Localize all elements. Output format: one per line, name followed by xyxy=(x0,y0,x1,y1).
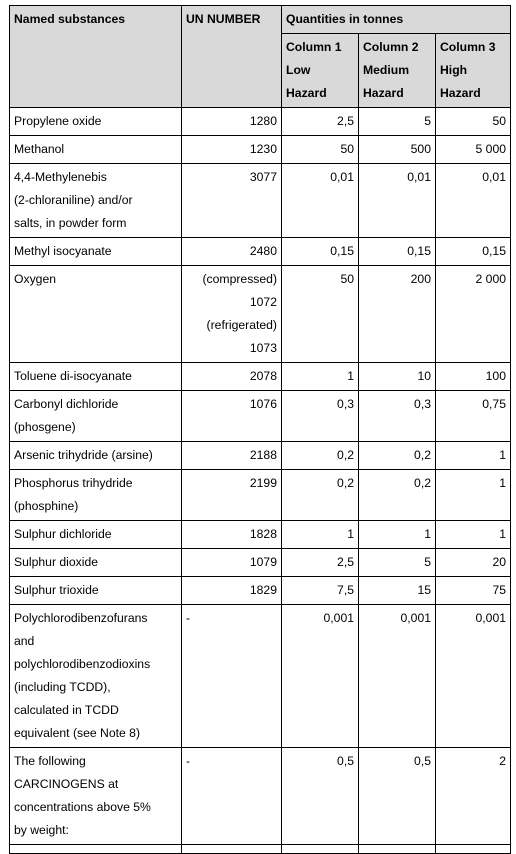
quantity-column-2-cell: 15 xyxy=(359,577,436,605)
un-number-line: 1079 xyxy=(249,555,277,569)
quantity-column-1-cell: 0,001 xyxy=(282,605,359,748)
header-column-2 xyxy=(359,34,436,108)
header-column-2-line: Column 2 xyxy=(363,40,419,54)
quantity-column-1-cell: 50 xyxy=(282,136,359,164)
un-number-line: 2188 xyxy=(249,448,277,462)
table-row xyxy=(10,577,511,605)
substance-name-line: CARCINOGENS at xyxy=(14,777,119,791)
quantity-column-1-cell: 0,01 xyxy=(282,164,359,238)
table-row xyxy=(10,266,511,363)
substance-name-line: Sulphur dichloride xyxy=(14,527,112,541)
un-number-cell xyxy=(182,748,282,845)
substance-name-line: Sulphur trioxide xyxy=(14,583,99,597)
substance-name-cell xyxy=(10,521,182,549)
substance-name-line: Oxygen xyxy=(14,272,57,286)
substance-name-line: concentrations above 5% xyxy=(14,800,151,814)
substance-name-cell xyxy=(10,391,182,442)
substance-name-cell xyxy=(10,549,182,577)
substance-name-line: calculated in TCDD xyxy=(14,703,119,717)
quantity-column-2-cell: 0,2 xyxy=(359,470,436,521)
quantity-column-2-cell: 0,5 xyxy=(359,748,436,845)
substance-name-cell xyxy=(10,577,182,605)
un-number-line: - xyxy=(186,611,191,625)
header-column-3-line: Hazard xyxy=(440,86,481,100)
quantity-column-2-cell: 500 xyxy=(359,136,436,164)
un-number-cell xyxy=(182,136,282,164)
quantity-column-3-cell: 2 xyxy=(436,748,511,845)
continuation-row xyxy=(10,845,511,854)
substance-name-line: Toluene di-isocyanate xyxy=(14,369,132,383)
quantity-column-3-cell: 100 xyxy=(436,363,511,391)
un-number-cell xyxy=(182,442,282,470)
substance-name-line: polychlorodibenzodioxins xyxy=(14,657,151,671)
quantity-column-3-cell: 20 xyxy=(436,549,511,577)
un-number-cell xyxy=(182,108,282,136)
un-number-line: (compressed) xyxy=(202,272,277,286)
un-number-line: 3077 xyxy=(249,170,277,184)
continuation-cell xyxy=(10,845,182,854)
quantity-column-1-cell: 0,2 xyxy=(282,470,359,521)
table-row xyxy=(10,470,511,521)
substance-name-line: Arsenic trihydride (arsine) xyxy=(14,448,153,462)
continuation-cell xyxy=(282,845,359,854)
table-row xyxy=(10,748,511,845)
continuation-cell xyxy=(436,845,511,854)
quantity-column-1-cell: 0,5 xyxy=(282,748,359,845)
table-row xyxy=(10,442,511,470)
quantity-column-3-cell: 1 xyxy=(436,442,511,470)
substance-name-cell xyxy=(10,108,182,136)
table-row xyxy=(10,391,511,442)
un-number-cell xyxy=(182,549,282,577)
quantity-column-3-cell: 2 000 xyxy=(436,266,511,363)
substance-name-line: Phosphorus trihydride xyxy=(14,476,133,490)
substance-name-line: (including TCDD), xyxy=(14,680,111,694)
substance-name-cell xyxy=(10,164,182,238)
substance-name-line: and xyxy=(14,634,35,648)
substance-name-line: (phosgene) xyxy=(14,420,76,434)
header-column-2-line: Hazard xyxy=(363,86,404,100)
quantity-column-2-cell: 0,2 xyxy=(359,442,436,470)
table-row xyxy=(10,108,511,136)
quantity-column-1-cell: 0,3 xyxy=(282,391,359,442)
quantity-column-1-cell: 2,5 xyxy=(282,549,359,577)
substance-name-line: 4,4-Methylenebis xyxy=(14,170,107,184)
quantity-column-2-cell: 0,3 xyxy=(359,391,436,442)
quantity-column-2-cell: 5 xyxy=(359,549,436,577)
header-column-3-line: Column 3 xyxy=(440,40,496,54)
table-row xyxy=(10,164,511,238)
un-number-line: 1076 xyxy=(249,397,277,411)
table-row xyxy=(10,521,511,549)
substance-name-cell xyxy=(10,442,182,470)
un-number-line: 1829 xyxy=(249,583,277,597)
header-row xyxy=(10,6,511,34)
un-number-line: (refrigerated) xyxy=(206,318,277,332)
substance-name-cell xyxy=(10,470,182,521)
un-number-line: 1072 xyxy=(249,295,277,309)
substance-name-cell xyxy=(10,363,182,391)
substance-name-cell xyxy=(10,605,182,748)
quantity-column-2-cell: 0,001 xyxy=(359,605,436,748)
substance-name-cell xyxy=(10,748,182,845)
un-number-cell xyxy=(182,521,282,549)
substance-name-line: (2-chloraniline) and/or xyxy=(14,193,133,207)
quantity-column-3-cell: 75 xyxy=(436,577,511,605)
header-column-3 xyxy=(436,34,511,108)
table-row xyxy=(10,136,511,164)
un-number-line: 2480 xyxy=(249,244,277,258)
table-row xyxy=(10,605,511,748)
header-un-number: UN NUMBER xyxy=(182,6,282,108)
un-number-cell xyxy=(182,577,282,605)
header-quantities: Quantities in tonnes xyxy=(282,6,511,34)
quantity-column-2-cell: 1 xyxy=(359,521,436,549)
substance-name-line: by weight: xyxy=(14,823,69,837)
un-number-cell xyxy=(182,470,282,521)
un-number-cell xyxy=(182,266,282,363)
substance-name-line: Carbonyl dichloride xyxy=(14,397,119,411)
header-column-3-line: High xyxy=(440,63,468,77)
quantity-column-3-cell: 0,01 xyxy=(436,164,511,238)
un-number-cell xyxy=(182,238,282,266)
quantity-column-3-cell: 1 xyxy=(436,470,511,521)
un-number-line: 1280 xyxy=(249,114,277,128)
quantity-column-3-cell: 0,75 xyxy=(436,391,511,442)
substances-table xyxy=(9,5,511,854)
substance-name-cell xyxy=(10,266,182,363)
header-column-2-line: Medium xyxy=(363,63,410,77)
substance-name-line: Methyl isocyanate xyxy=(14,244,112,258)
un-number-line: 1073 xyxy=(249,341,277,355)
substance-name-line: The following xyxy=(14,754,86,768)
quantity-column-1-cell: 7,5 xyxy=(282,577,359,605)
un-number-cell xyxy=(182,391,282,442)
continuation-cell xyxy=(182,845,282,854)
quantity-column-2-cell: 5 xyxy=(359,108,436,136)
un-number-line: 2199 xyxy=(249,476,277,490)
quantity-column-3-cell: 1 xyxy=(436,521,511,549)
header-column-1 xyxy=(282,34,359,108)
substance-name-line: Sulphur dioxide xyxy=(14,555,99,569)
un-number-line: 2078 xyxy=(249,369,277,383)
header-column-1-line: Low xyxy=(286,63,311,77)
quantity-column-1-cell: 1 xyxy=(282,363,359,391)
substance-name-cell xyxy=(10,136,182,164)
quantity-column-2-cell: 0,15 xyxy=(359,238,436,266)
substance-name-line: Methanol xyxy=(14,142,65,156)
quantity-column-2-cell: 0,01 xyxy=(359,164,436,238)
quantity-column-1-cell: 1 xyxy=(282,521,359,549)
un-number-line: 1230 xyxy=(249,142,277,156)
quantity-column-3-cell: 0,15 xyxy=(436,238,511,266)
quantity-column-1-cell: 2,5 xyxy=(282,108,359,136)
substance-name-line: salts, in powder form xyxy=(14,216,127,230)
header-column-1-line: Hazard xyxy=(286,86,327,100)
table-row xyxy=(10,238,511,266)
un-number-cell xyxy=(182,164,282,238)
quantity-column-1-cell: 0,2 xyxy=(282,442,359,470)
substance-name-line: Polychlorodibenzofurans xyxy=(14,611,148,625)
un-number-line: - xyxy=(186,754,191,768)
un-number-cell xyxy=(182,605,282,748)
quantity-column-2-cell: 200 xyxy=(359,266,436,363)
quantity-column-3-cell: 50 xyxy=(436,108,511,136)
quantity-column-2-cell: 10 xyxy=(359,363,436,391)
quantity-column-1-cell: 50 xyxy=(282,266,359,363)
substance-name-line: (phosphine) xyxy=(14,499,79,513)
un-number-line: 1828 xyxy=(249,527,277,541)
table-row xyxy=(10,363,511,391)
substance-name-cell xyxy=(10,238,182,266)
quantity-column-3-cell: 5 000 xyxy=(436,136,511,164)
un-number-cell xyxy=(182,363,282,391)
quantity-column-1-cell: 0,15 xyxy=(282,238,359,266)
header-column-1-line: Column 1 xyxy=(286,40,342,54)
table-row xyxy=(10,549,511,577)
continuation-cell xyxy=(359,845,436,854)
substance-name-line: Propylene oxide xyxy=(14,114,102,128)
quantity-column-3-cell: 0,001 xyxy=(436,605,511,748)
substance-name-line: equivalent (see Note 8) xyxy=(14,726,141,740)
header-named-substances: Named substances xyxy=(10,6,182,108)
